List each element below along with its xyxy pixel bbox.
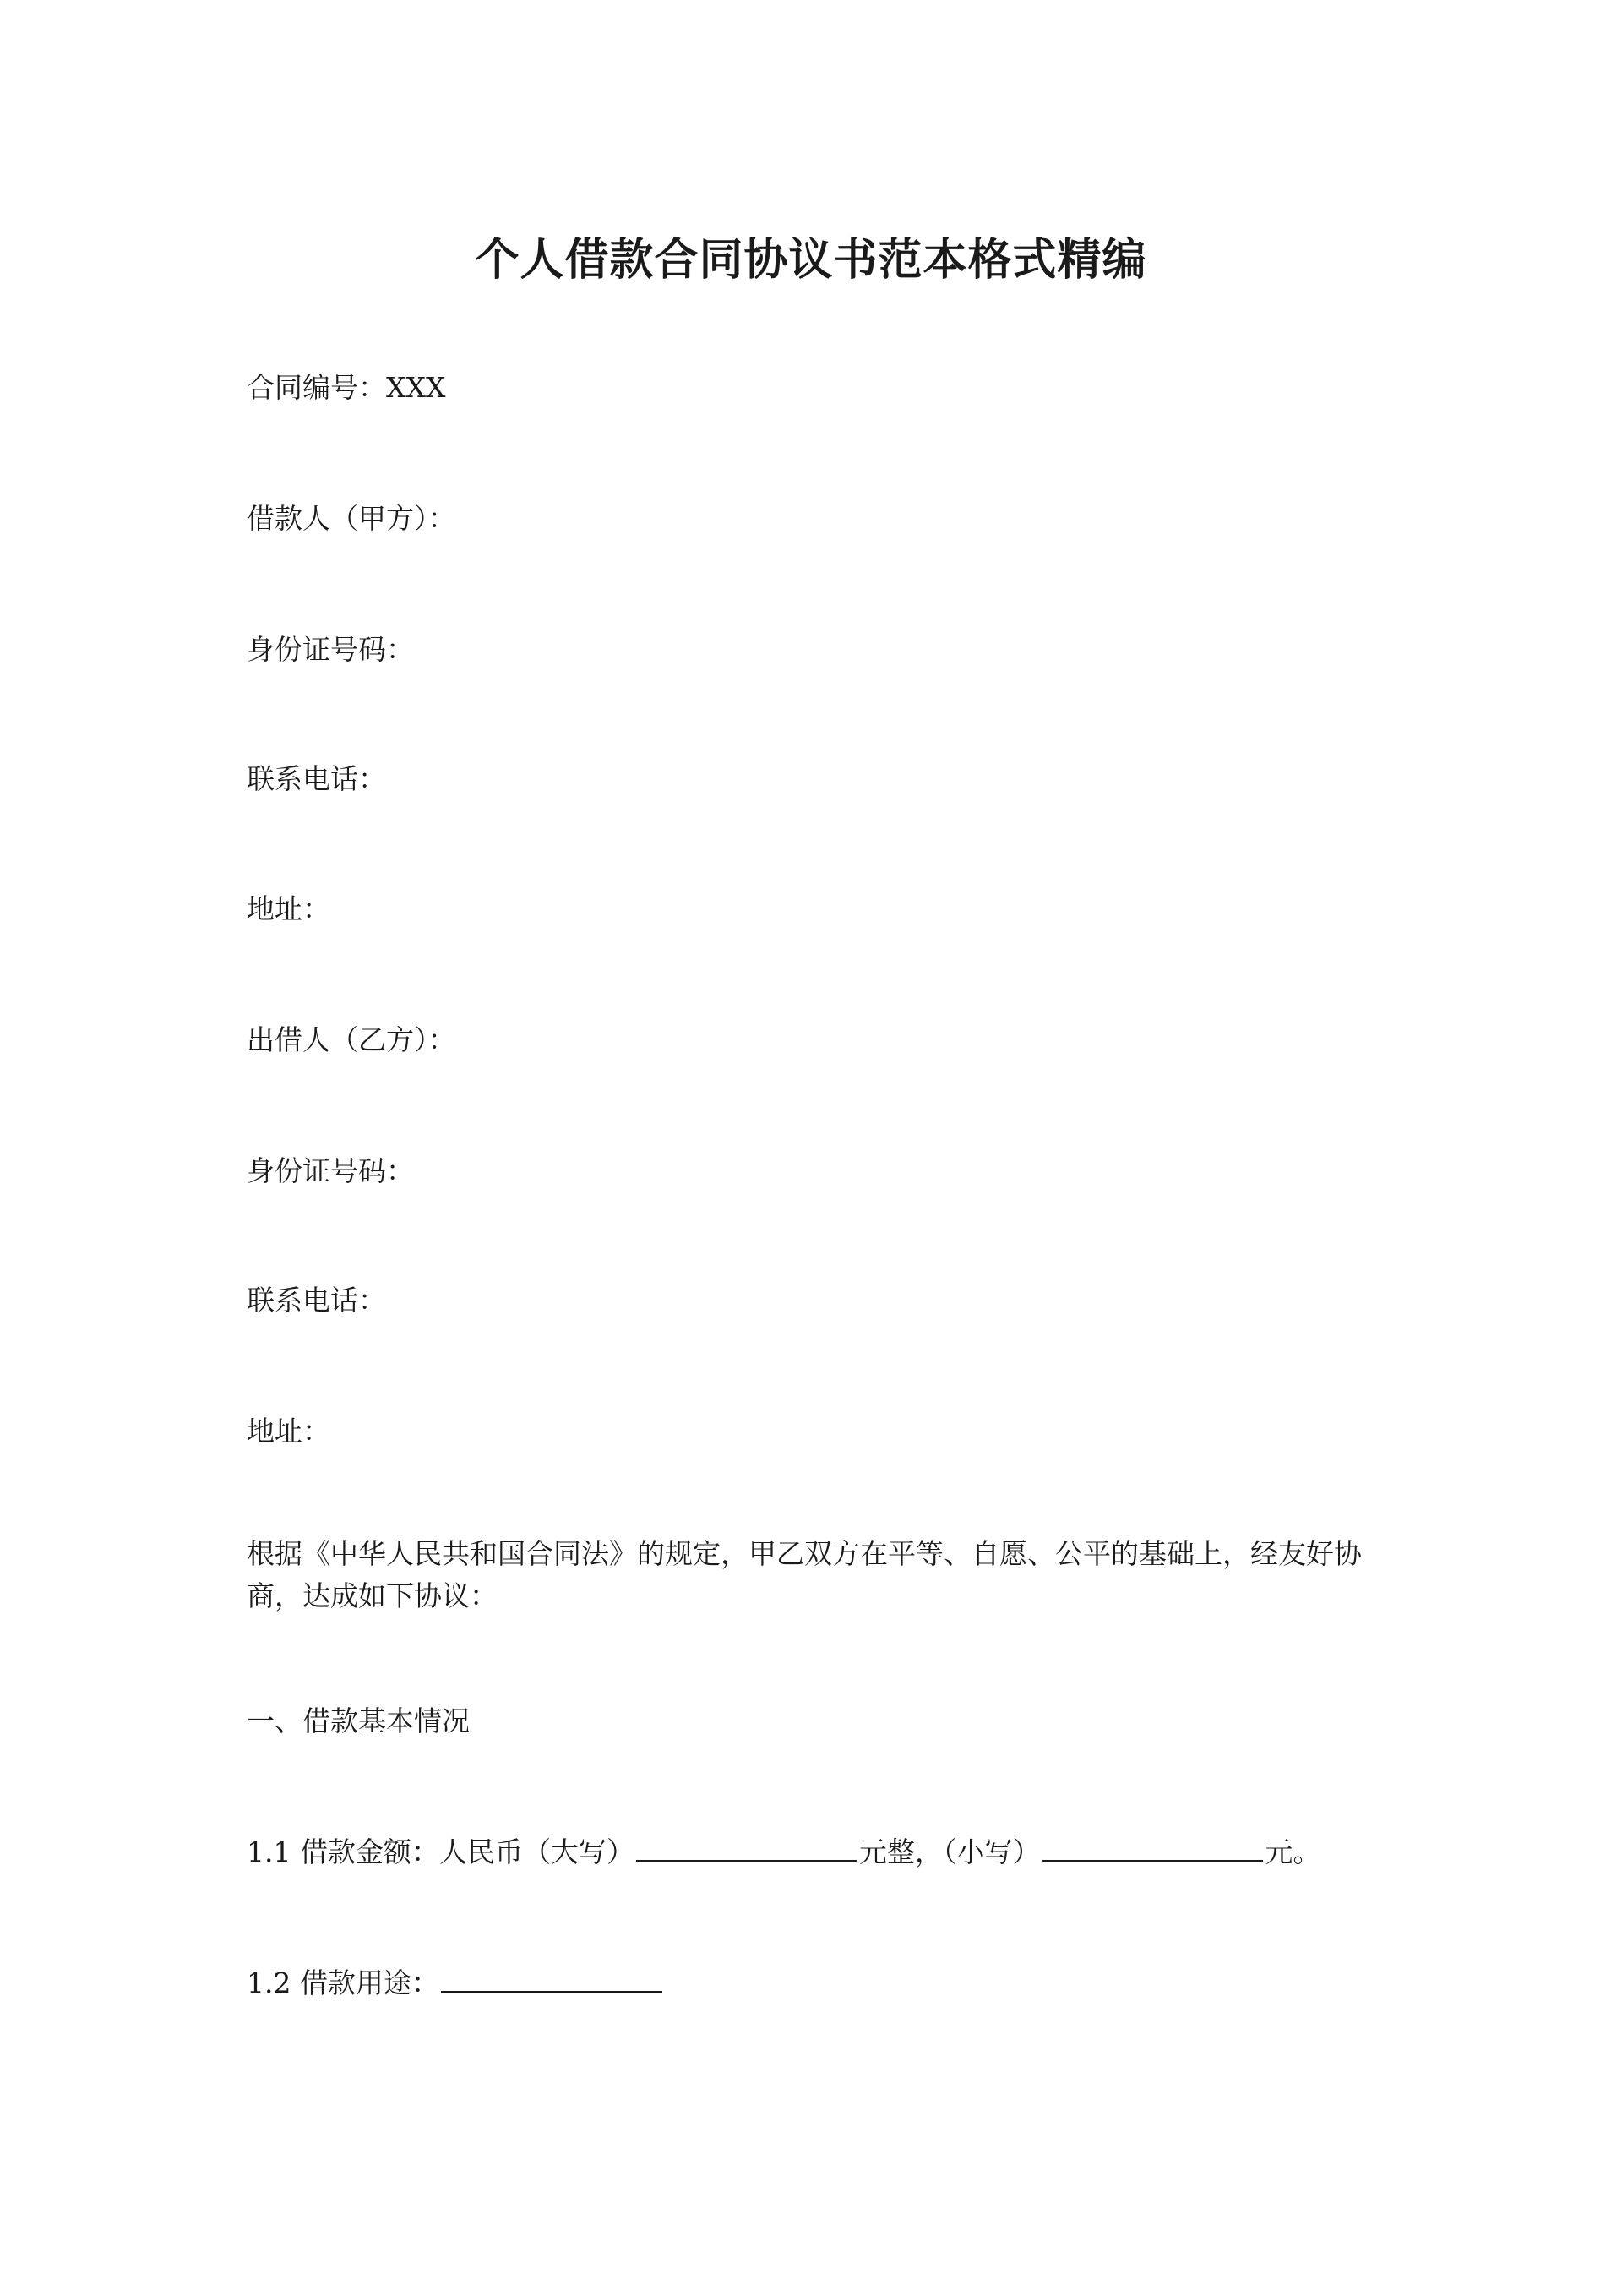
- amount-lowercase-blank: [1042, 1835, 1263, 1862]
- borrower-address-label: 地址：: [247, 892, 330, 925]
- lender-address-label: 地址：: [247, 1415, 330, 1448]
- borrower-label: 借款人（甲方）：: [247, 502, 456, 535]
- lender-phone-label: 联系电话：: [247, 1284, 386, 1317]
- lender-label: 出借人（乙方）：: [247, 1023, 456, 1056]
- lender-id-label: 身份证号码：: [247, 1154, 414, 1187]
- item-1-1-prefix: 1.1 借款金额：人民币（大写）: [247, 1835, 634, 1868]
- item-1-2-loan-purpose: [247, 1963, 664, 2004]
- document-title: 个人借款合同协议书范本格式精编: [475, 234, 1147, 286]
- borrower-id-label: 身份证号码：: [247, 633, 414, 666]
- contract-number: 合同编号：XXX: [247, 371, 446, 404]
- amount-uppercase-blank: [636, 1835, 857, 1862]
- item-1-2-prefix: 1.2 借款用途：: [247, 1966, 439, 1999]
- item-1-1-suffix: 元。: [1265, 1835, 1321, 1868]
- section-1-heading: 一、借款基本情况: [247, 1704, 470, 1737]
- borrower-phone-label: 联系电话：: [247, 762, 386, 795]
- preamble-paragraph: 根据《中华人民共和国合同法》的规定，甲乙双方在平等、自愿、公平的基础上，经友好协商，达成如下协议：: [247, 1537, 1362, 1612]
- item-1-1-mid: 元整，（小写）: [858, 1835, 1041, 1868]
- purpose-blank: [441, 1966, 662, 1993]
- item-1-1-loan-amount: [247, 1832, 1320, 1873]
